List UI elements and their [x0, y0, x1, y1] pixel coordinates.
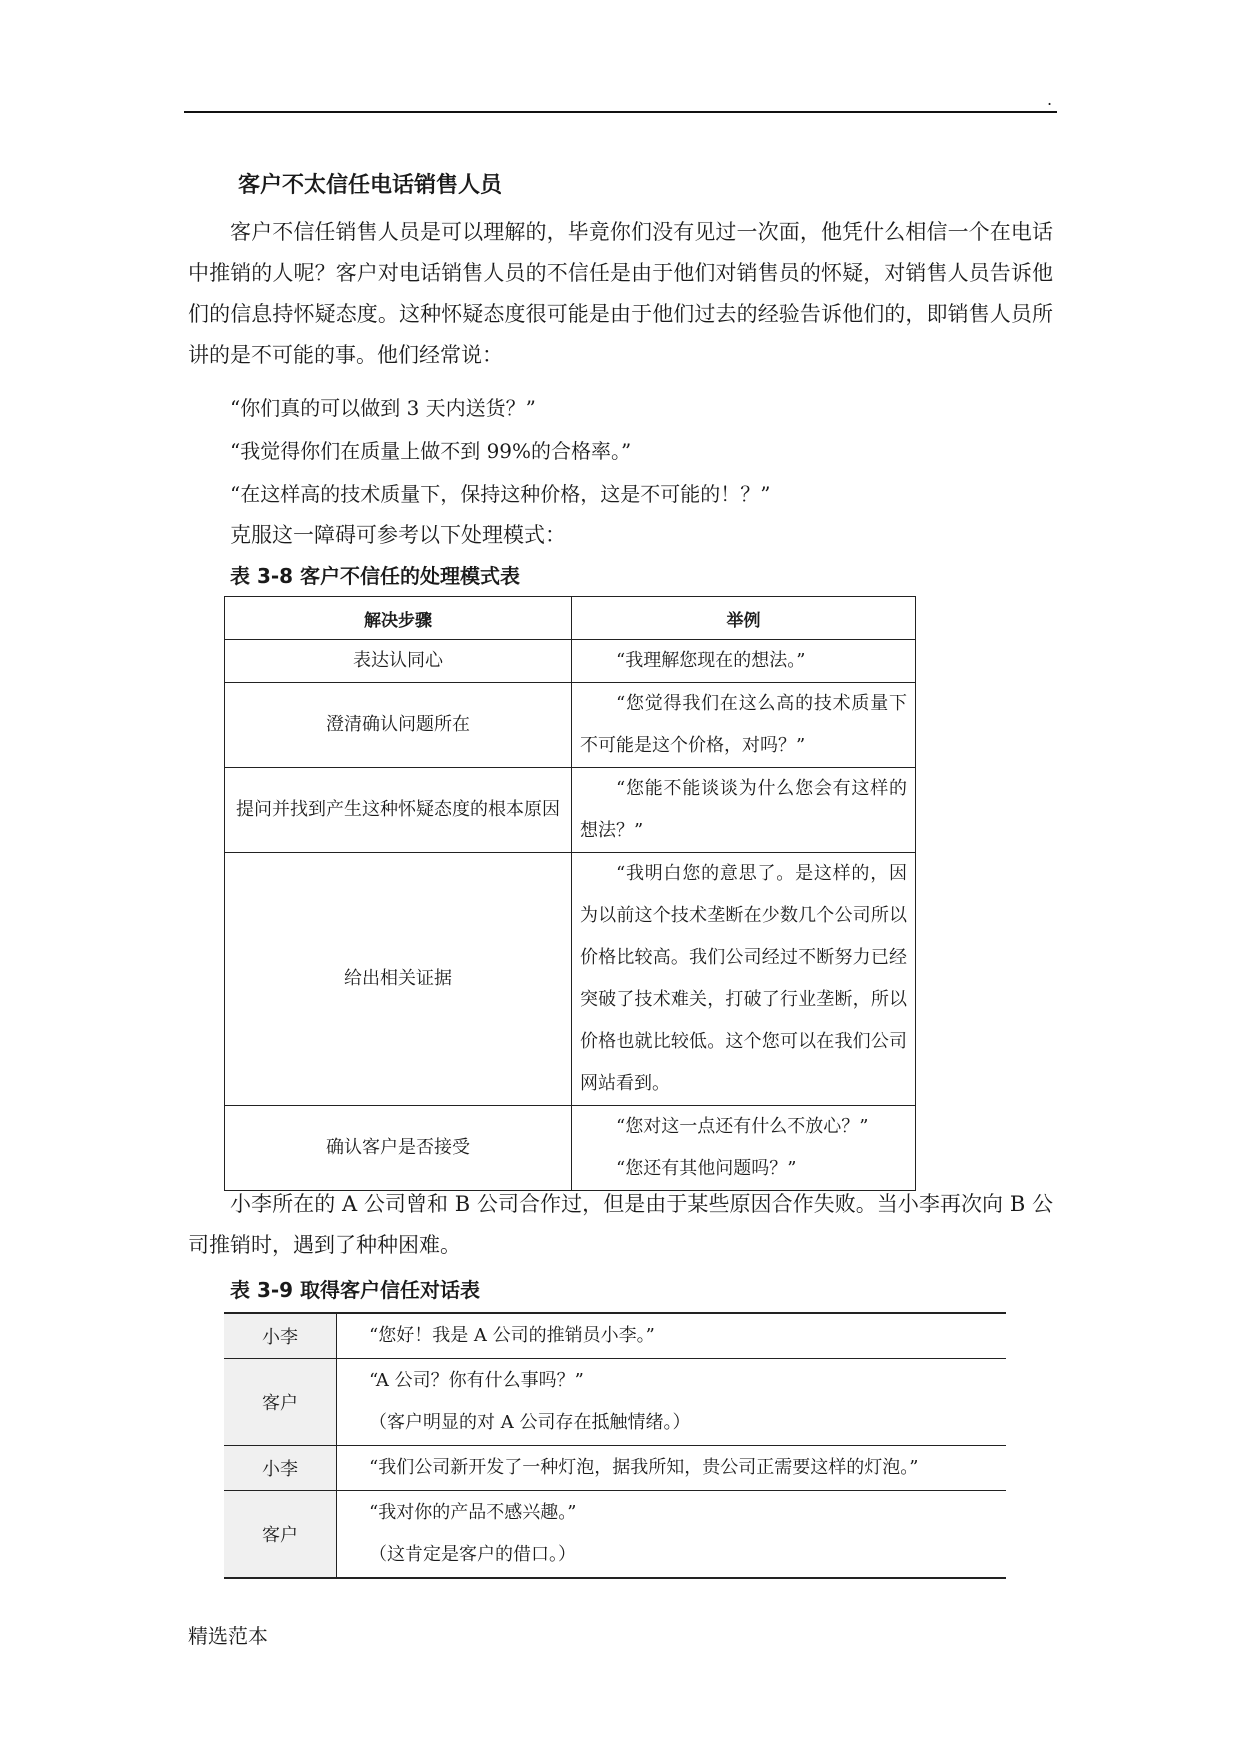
table-row: [224, 1491, 1006, 1579]
handling-pattern-table: [224, 596, 916, 1191]
table-row: [224, 1446, 1006, 1491]
footer-text: 精选范本: [188, 1624, 268, 1648]
speaker-cell: 小李: [224, 1313, 337, 1359]
dialogue-cell: [337, 1313, 1007, 1359]
header-dot: .: [1047, 90, 1053, 109]
example-cell: [572, 1106, 916, 1191]
dialogue-line: “我对你的产品不感兴趣。”: [369, 1502, 577, 1523]
example-text: “您觉得我们在这么高的技术质量下不可能是这个价格，对吗？”: [580, 693, 907, 756]
dialogue-cell: [337, 1359, 1007, 1446]
speaker-cell: 客户: [224, 1359, 337, 1446]
dialogue-table: [224, 1312, 1006, 1579]
dialogue-cell: [337, 1491, 1007, 1579]
header-rule: [184, 111, 1057, 113]
dialogue-line: “我们公司新开发了一种灯泡，据我所知，贵公司正需要这样的灯泡。”: [369, 1457, 919, 1478]
middle-text: 小李所在的 A 公司曾和 B 公司合作过，但是由于某些原因合作失败。当小李再次向 B 公司推销时，遇到了种种困难。: [188, 1192, 1053, 1257]
step-cell: 提问并找到产生这种怀疑态度的根本原因: [225, 768, 572, 853]
column-header: 举例: [572, 597, 916, 640]
table-row: [225, 768, 916, 853]
step-cell: 澄清确认问题所在: [225, 683, 572, 768]
table-header-row: [225, 597, 916, 640]
step-cell: 确认客户是否接受: [225, 1106, 572, 1191]
speaker-cell: 客户: [224, 1491, 337, 1579]
quote-2: “我觉得你们在质量上做不到 99%的合格率。”: [230, 439, 632, 463]
table-row: [224, 1359, 1006, 1446]
example-text: “您能不能谈谈为什么您会有这样的想法？”: [580, 778, 907, 841]
quote-3: “在这样高的技术质量下，保持这种价格，这是不可能的！？”: [230, 482, 771, 506]
table-row: [225, 683, 916, 768]
dialogue-line: “您好！我是 A 公司的推销员小李。”: [369, 1325, 655, 1346]
example-text: “我理解您现在的想法。”: [616, 650, 806, 671]
table-row: [225, 1106, 916, 1191]
example-cell: [572, 640, 916, 683]
table-row: [225, 640, 916, 683]
dialogue-line: “A 公司？你有什么事吗？”: [369, 1370, 584, 1391]
lead-in-text: 克服这一障碍可参考以下处理模式：: [230, 523, 566, 547]
table-row: [224, 1313, 1006, 1359]
example-cell: [572, 683, 916, 768]
table-row: [225, 853, 916, 1106]
step-cell: 表达认同心: [225, 640, 572, 683]
example-cell: [572, 768, 916, 853]
dialogue-note: （客户明显的对 A 公司存在抵触情绪。）: [369, 1412, 691, 1433]
intro-paragraph: [188, 212, 1053, 376]
speaker-cell: 小李: [224, 1446, 337, 1491]
table2-caption: 表 3-9 取得客户信任对话表: [230, 1278, 481, 1302]
example-text: “您对这一点还有什么不放心？”: [616, 1116, 869, 1137]
table1-caption: 表 3-8 客户不信任的处理模式表: [230, 564, 521, 588]
middle-paragraph: [188, 1184, 1053, 1266]
dialogue-cell: [337, 1446, 1007, 1491]
quote-1: “你们真的可以做到 3 天内送货？”: [230, 396, 536, 420]
example-text: “您还有其他问题吗？”: [616, 1158, 797, 1179]
step-cell: 给出相关证据: [225, 853, 572, 1106]
example-text: “我明白您的意思了。是这样的，因为以前这个技术垄断在少数几个公司所以价格比较高。我们公司经过不断努力已经突破了技术难关，打破了行业垄断，所以价格也就比较低。这个您可以在我们公司网站看到。: [580, 863, 907, 1094]
dialogue-note: （这肯定是客户的借口。）: [369, 1544, 576, 1565]
section-title: 客户不太信任电话销售人员: [238, 173, 503, 198]
example-cell: [572, 853, 916, 1106]
intro-text: 客户不信任销售人员是可以理解的，毕竟你们没有见过一次面，他凭什么相信一个在电话中推销的人呢？客户对电话销售人员的不信任是由于他们对销售员的怀疑，对销售人员告诉他们的信息持怀疑态度。这种怀疑态度很可能是由于他们过去的经验告诉他们的，即销售人员所讲的是不可能的事。他们经常说：: [188, 220, 1053, 367]
column-header: 解决步骤: [225, 597, 572, 640]
